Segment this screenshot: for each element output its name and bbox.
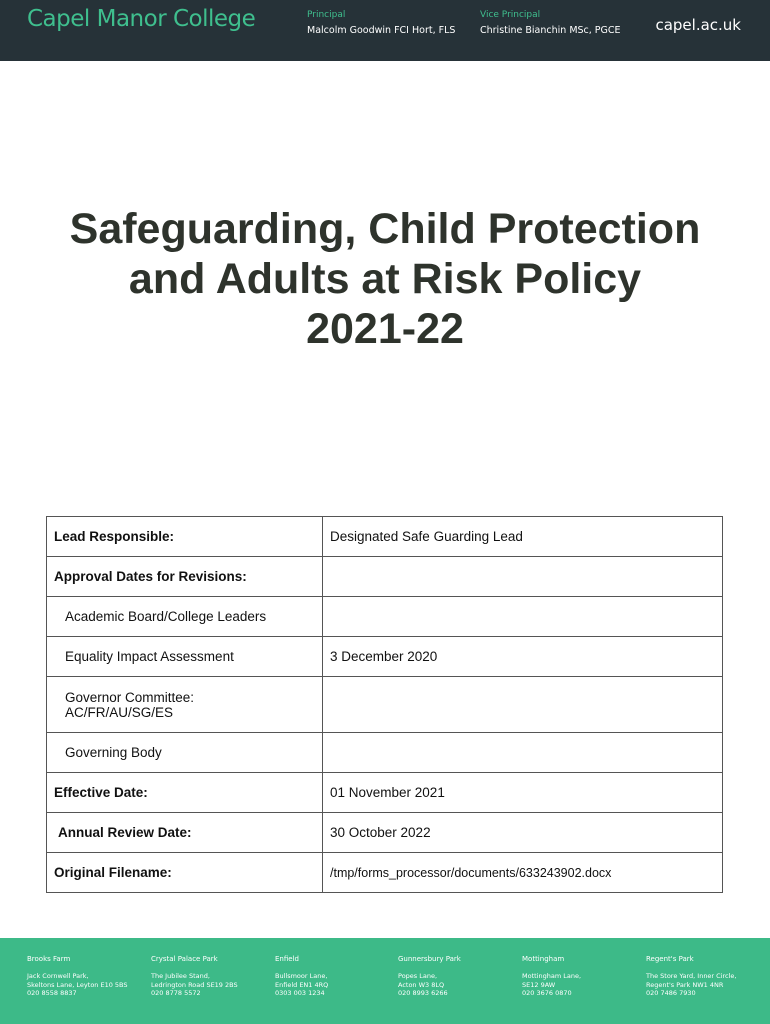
campus-name: Enfield bbox=[275, 955, 299, 963]
effective-date-label: Effective Date: bbox=[47, 773, 323, 813]
campus-address-line: Enfield EN1 4RQ bbox=[275, 980, 329, 989]
equality-impact-label: Equality Impact Assessment bbox=[47, 637, 323, 677]
page-header bbox=[0, 0, 770, 61]
title-line-3: 2021-22 bbox=[306, 305, 464, 353]
governor-committee-label-line2: AC/FR/AU/SG/ES bbox=[65, 704, 174, 720]
campus-name: Mottingham bbox=[522, 955, 565, 963]
governing-body-label: Governing Body bbox=[47, 733, 323, 773]
table-row bbox=[47, 637, 723, 677]
table-row bbox=[47, 597, 723, 637]
campus-address-line: Regent's Park NW1 4NR bbox=[646, 980, 724, 989]
campus-phone: 020 8778 5572 bbox=[151, 989, 201, 997]
approval-dates-value bbox=[323, 557, 723, 597]
table-row bbox=[47, 853, 723, 893]
campus-name: Crystal Palace Park bbox=[151, 955, 218, 963]
campus-brooks-farm bbox=[27, 955, 128, 998]
vice-principal-info bbox=[480, 10, 621, 36]
governor-committee-value bbox=[323, 677, 723, 733]
title-line-2: and Adults at Risk Policy bbox=[128, 255, 642, 303]
table-row bbox=[47, 773, 723, 813]
original-filename-label: Original Filename: bbox=[47, 853, 323, 893]
campus-address-line: Skeltons Lane, Leyton E10 5BS bbox=[27, 980, 128, 989]
campus-name: Brooks Farm bbox=[27, 955, 71, 963]
campus-address-line: Popes Lane, bbox=[398, 972, 438, 980]
academic-board-label: Academic Board/College Leaders bbox=[47, 597, 323, 637]
campus-gunnersbury-park bbox=[398, 955, 461, 998]
college-logo: Capel Manor College bbox=[27, 6, 256, 32]
table-row bbox=[47, 517, 723, 557]
principal-label: Principal bbox=[307, 10, 346, 20]
academic-board-value bbox=[323, 597, 723, 637]
lead-responsible-value: Designated Safe Guarding Lead bbox=[323, 517, 723, 557]
campus-address-line: Bullsmoor Lane, bbox=[275, 972, 328, 980]
governor-committee-label bbox=[47, 677, 323, 733]
approval-dates-label: Approval Dates for Revisions: bbox=[47, 557, 323, 597]
campus-phone: 020 3676 0870 bbox=[522, 989, 572, 997]
effective-date-value: 01 November 2021 bbox=[323, 773, 723, 813]
campus-address-line: The Jubilee Stand, bbox=[151, 972, 210, 980]
table-row bbox=[47, 813, 723, 853]
campus-address-line: SE12 9AW bbox=[522, 980, 556, 989]
title-line-1: Safeguarding, Child Protection bbox=[69, 205, 701, 253]
governor-committee-label-line1: Governor Committee: bbox=[65, 689, 195, 705]
vice-principal-name: Christine Bianchin MSc, PGCE bbox=[480, 25, 621, 36]
campus-address-line: The Store Yard, Inner Circle, bbox=[646, 972, 737, 980]
governing-body-value bbox=[323, 733, 723, 773]
campus-address-line: Acton W3 8LQ bbox=[398, 980, 445, 989]
campus-phone: 0303 003 1234 bbox=[275, 989, 325, 997]
campus-phone: 020 7486 7930 bbox=[646, 989, 696, 997]
campus-address-line: Jack Cornwell Park, bbox=[27, 972, 89, 980]
campus-address-line: Ledrington Road SE19 2BS bbox=[151, 980, 238, 989]
principal-info bbox=[307, 10, 455, 36]
table-row bbox=[47, 677, 723, 733]
principal-name: Malcolm Goodwin FCI Hort, FLS bbox=[307, 25, 456, 36]
annual-review-date-label: Annual Review Date: bbox=[47, 813, 323, 853]
lead-responsible-label: Lead Responsible: bbox=[47, 517, 323, 557]
campus-phone: 020 8558 8837 bbox=[27, 989, 77, 997]
campus-crystal-palace-park bbox=[151, 955, 238, 998]
table-row bbox=[47, 557, 723, 597]
table-row bbox=[47, 733, 723, 773]
annual-review-date-value: 30 October 2022 bbox=[323, 813, 723, 853]
page-footer bbox=[0, 938, 770, 1024]
campus-regents-park bbox=[646, 955, 737, 998]
original-filename-value: /tmp/forms_processor/documents/633243902.docx bbox=[323, 853, 723, 893]
campus-mottingham bbox=[522, 955, 581, 998]
campus-address-line: Mottingham Lane, bbox=[522, 972, 582, 980]
campus-name: Regent's Park bbox=[646, 955, 694, 963]
document-title bbox=[0, 204, 770, 354]
campus-name: Gunnersbury Park bbox=[398, 955, 461, 963]
policy-info-table bbox=[46, 516, 723, 893]
equality-impact-value: 3 December 2020 bbox=[323, 637, 723, 677]
website-url: capel.ac.uk bbox=[655, 16, 741, 34]
campus-phone: 020 8993 6266 bbox=[398, 989, 448, 997]
vice-principal-label: Vice Principal bbox=[480, 10, 541, 20]
campus-enfield bbox=[275, 955, 328, 998]
